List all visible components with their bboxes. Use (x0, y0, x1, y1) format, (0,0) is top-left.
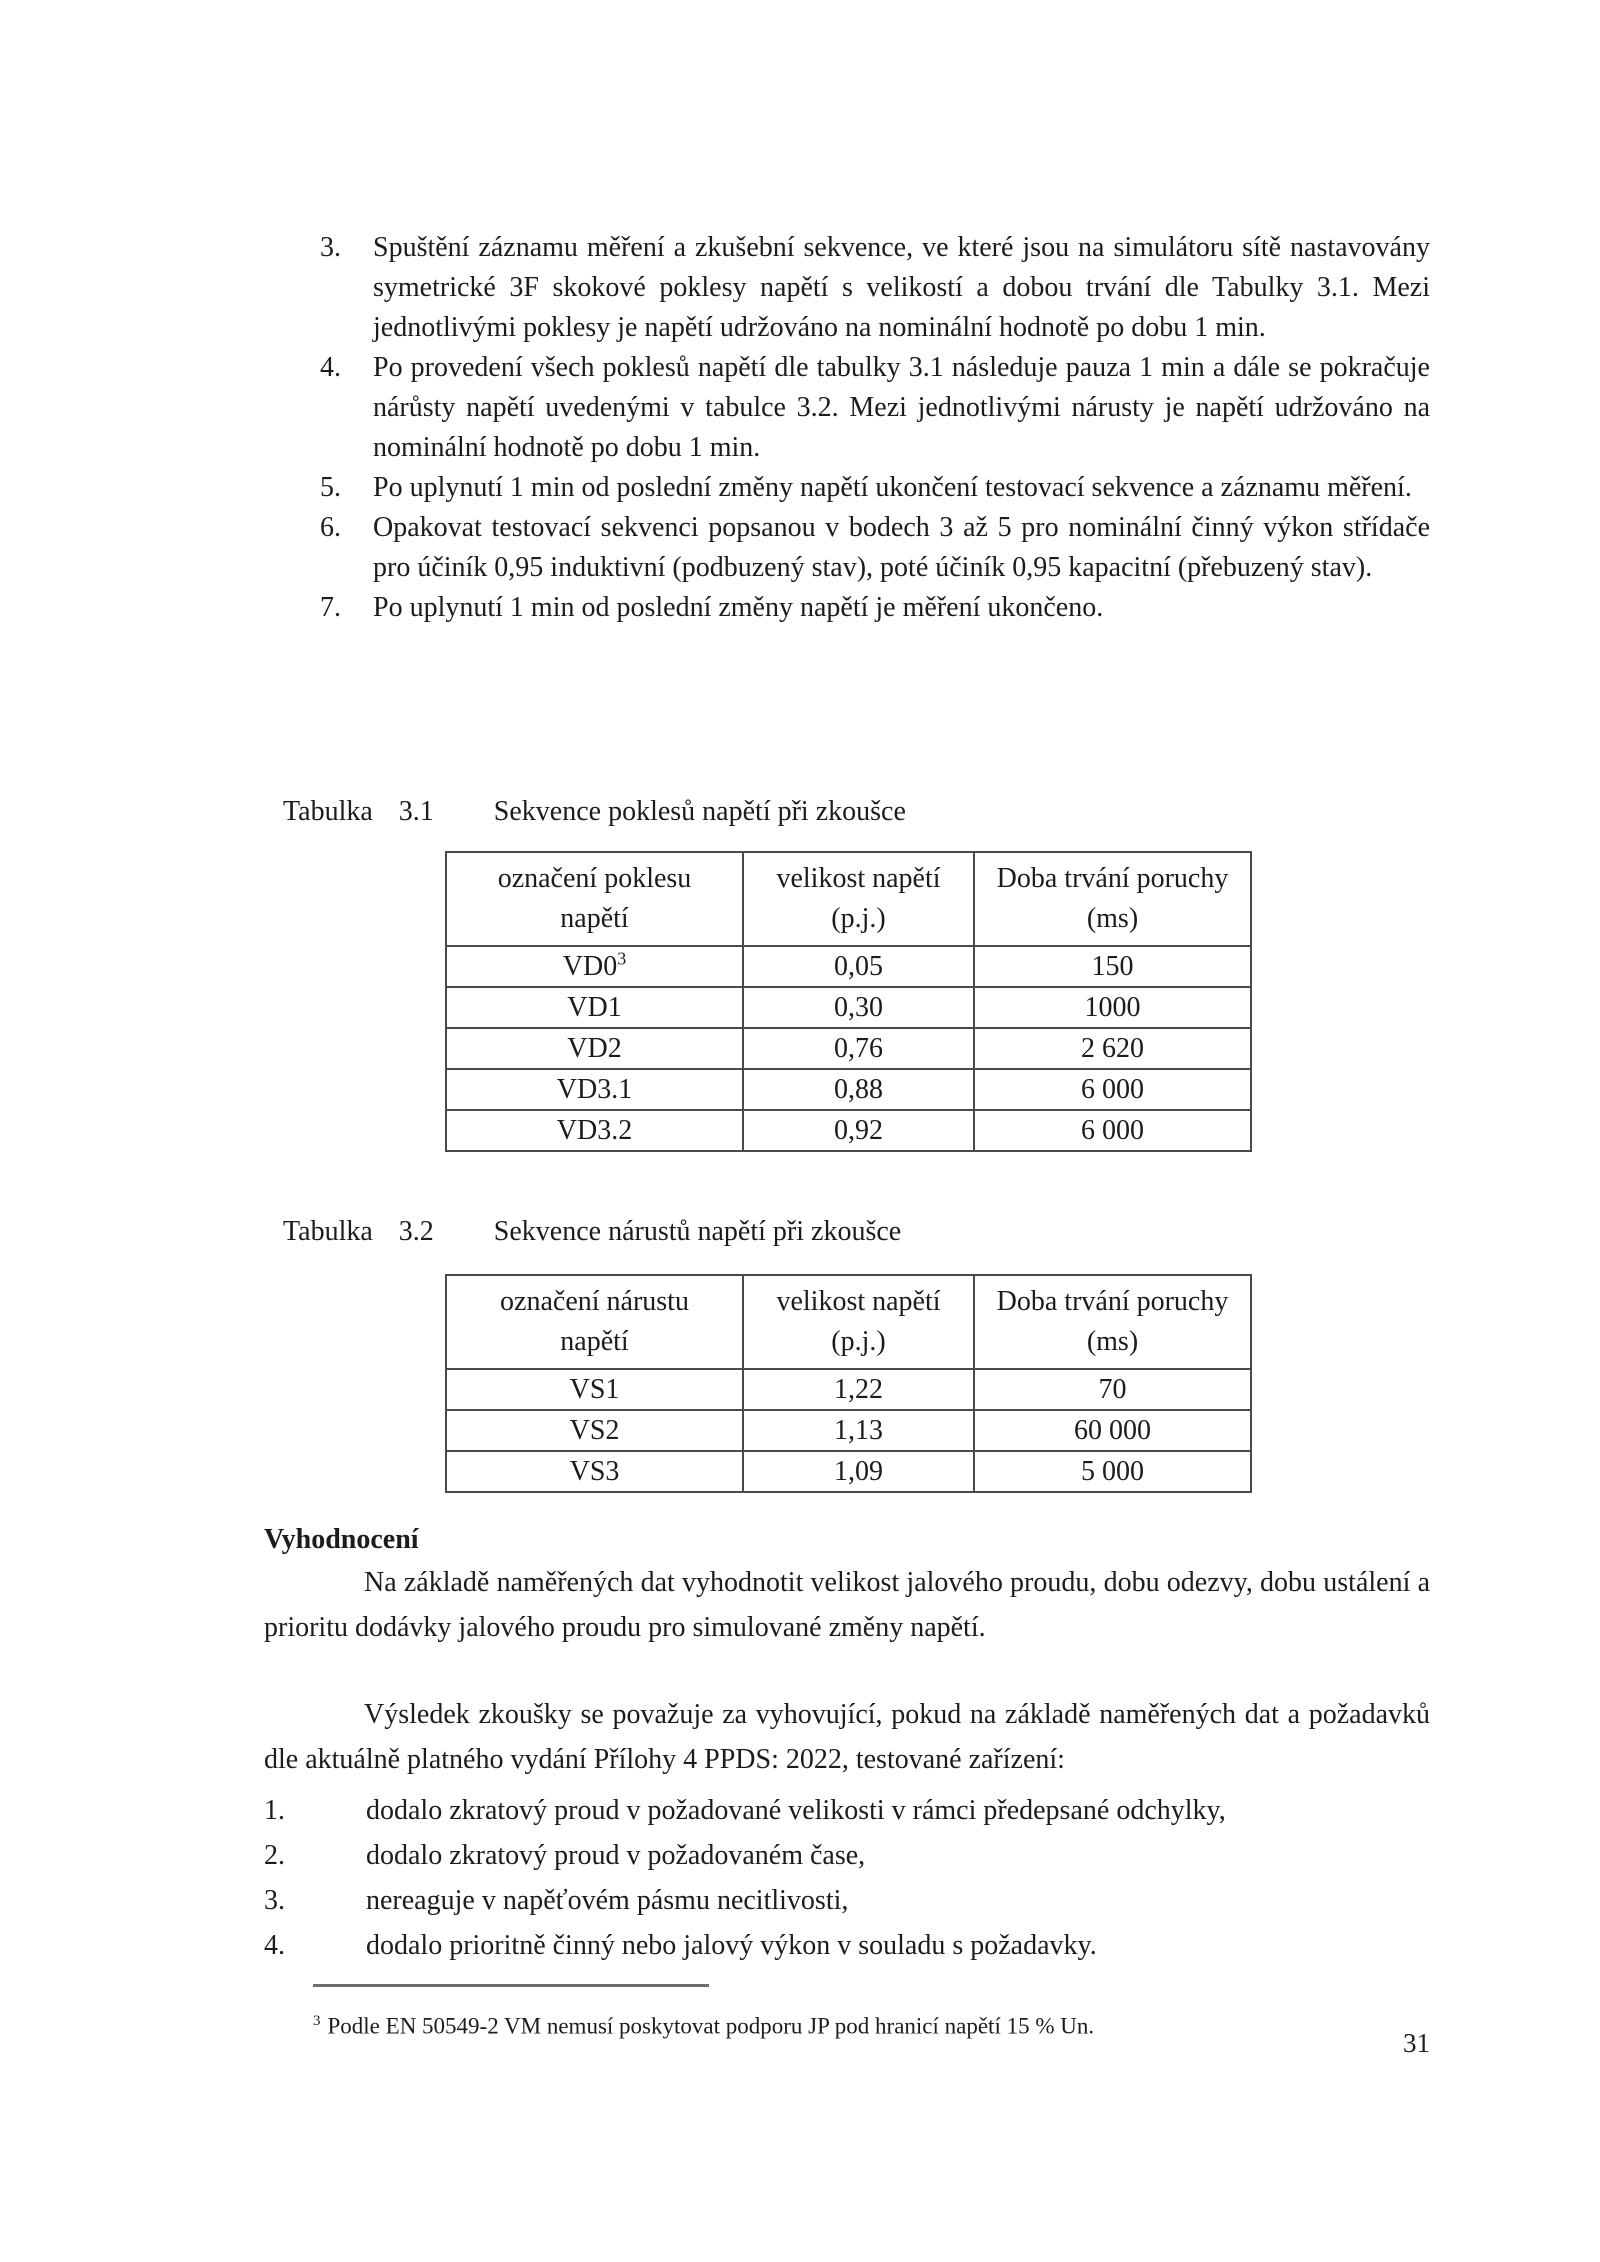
cell-voltage: 0,88 (743, 1069, 974, 1110)
cell-duration: 70 (974, 1369, 1251, 1410)
cell-voltage: 1,22 (743, 1369, 974, 1410)
page-number: 31 (1403, 2028, 1430, 2058)
list-item-text: Opakovat testovací sekvenci popsanou v bodech 3 až 5 pro nominální činný výkon střídače pro účiník 0,95 induktivní (podbuzený stav), poté účiník 0,95 kapacitní (přebuzený stav). (373, 512, 1430, 583)
caption-number: 3.2 (398, 1216, 434, 1247)
result-criteria-list (264, 1788, 1430, 1968)
list-item-number: 2. (264, 1840, 285, 1871)
header-line: Doba trvání poruchy (996, 863, 1229, 894)
list-item-text: Po provedení všech poklesů napětí dle tabulky 3.1 následuje pauza 1 min a dále se pokračuje nárůsty napětí uvedenými v tabulce 3.2. Mezi jednotlivými nárusty je napětí udržováno na nominální hodnotě po dobu 1 min. (373, 352, 1430, 463)
caption-title: Sekvence poklesů napětí při zkoušce (493, 796, 906, 827)
table-row (446, 1451, 1251, 1492)
header-cell (743, 1275, 974, 1369)
cell-voltage: 0,76 (743, 1028, 974, 1069)
cell-swell-label: VS3 (446, 1451, 743, 1492)
caption-label: Tabulka (283, 796, 373, 827)
table-header (446, 852, 1251, 946)
table-row (446, 946, 1251, 987)
header-cell (743, 852, 974, 946)
cell-dip-label (446, 946, 743, 987)
caption-label: Tabulka (283, 1216, 373, 1247)
cell-duration: 150 (974, 946, 1251, 987)
list-item-number: 6. (320, 512, 341, 543)
table-3-1 (445, 851, 1252, 1152)
header-line: (ms) (1086, 903, 1139, 934)
list-item (320, 508, 1430, 588)
header-cell (446, 1275, 743, 1369)
evaluation-paragraph: Na základě naměřených dat vyhodnotit velikost jalového proudu, dobu odezvy, dobu ustálení a prioritu dodávky jalového proudu pro simulované změny napětí. (264, 1567, 1430, 1643)
footnote-text: Podle EN 50549-2 VM nemusí poskytovat podporu JP pod hranicí napětí 15 % Un. (327, 2013, 1095, 2039)
list-item-number: 3. (264, 1885, 285, 1916)
table-3-2-caption (283, 1215, 901, 1249)
voltage-swells-table (445, 1274, 1252, 1493)
table-body (446, 1369, 1251, 1492)
caption-title: Sekvence nárustů napětí při zkoušce (493, 1216, 902, 1247)
header-line: napětí (560, 1326, 629, 1357)
voltage-dips-table (445, 851, 1252, 1152)
cell-voltage: 0,30 (743, 987, 974, 1028)
table-row (446, 1110, 1251, 1151)
footnote-reference: 3 (617, 948, 627, 969)
table-row (446, 1410, 1251, 1451)
list-item-text: dodalo zkratový proud v požadovaném čase, (366, 1840, 866, 1871)
section-heading: Vyhodnocení (264, 1524, 419, 1555)
list-item-number: 4. (264, 1930, 285, 1961)
caption-number: 3.1 (398, 796, 434, 827)
cell-duration: 2 620 (974, 1028, 1251, 1069)
list-item (264, 1878, 1430, 1923)
header-line: označení poklesu (497, 863, 692, 894)
list-item-text: dodalo zkratový proud v požadované velikosti v rámci předepsané odchylky, (366, 1795, 1226, 1826)
cell-duration: 6 000 (974, 1110, 1251, 1151)
header-line: (p.j.) (831, 1326, 886, 1357)
header-line: označení nárustu (500, 1286, 689, 1317)
header-row (446, 1275, 1251, 1369)
procedure-list (320, 228, 1430, 628)
header-line: velikost napětí (776, 863, 941, 894)
cell-dip-label: VD3.2 (446, 1110, 743, 1151)
list-item-text: Po uplynutí 1 min od poslední změny napětí ukončení testovací sekvence a záznamu měření. (373, 472, 1412, 503)
table-row (446, 1028, 1251, 1069)
cell-dip-label: VD2 (446, 1028, 743, 1069)
table-body (446, 946, 1251, 1151)
cell-voltage: 1,09 (743, 1451, 974, 1492)
list-item-number: 1. (264, 1795, 285, 1826)
cell-voltage: 0,05 (743, 946, 974, 987)
header-cell (974, 852, 1251, 946)
evaluation-paragraph: Výsledek zkoušky se považuje za vyhovující, pokud na základě naměřených dat a požadavků dle aktuálně platného vydání Přílohy 4 PPDS: 2022, testované zařízení: (264, 1699, 1430, 1775)
list-item (320, 588, 1430, 628)
cell-duration: 60 000 (974, 1410, 1251, 1451)
list-item (264, 1788, 1430, 1833)
header-line: napětí (560, 903, 629, 934)
table-header (446, 1275, 1251, 1369)
cell-voltage: 0,92 (743, 1110, 974, 1151)
cell-swell-label: VS1 (446, 1369, 743, 1410)
list-item-text: nereaguje v napěťovém pásmu necitlivosti, (366, 1885, 849, 1916)
list-item (320, 468, 1430, 508)
list-item-text: dodalo prioritně činný nebo jalový výkon v souladu s požadavky. (366, 1930, 1097, 1961)
list-item (264, 1833, 1430, 1878)
table-row (446, 1369, 1251, 1410)
cell-text: VD0 (562, 951, 618, 982)
table-3-2 (445, 1274, 1252, 1493)
list-item-text: Spuštění záznamu měření a zkušební sekvence, ve které jsou na simulátoru sítě nastavovány symetrické 3F skokové poklesy napětí s velikostí a dobou trvání dle Tabulky 3.1. Mezi jednotlivými poklesy je napětí udržováno na nominální hodnotě po dobu 1 min. (373, 232, 1430, 343)
cell-voltage: 1,13 (743, 1410, 974, 1451)
list-item-number: 7. (320, 592, 341, 623)
header-line: velikost napětí (776, 1286, 941, 1317)
list-item (264, 1923, 1430, 1968)
header-line: Doba trvání poruchy (996, 1286, 1229, 1317)
header-cell (974, 1275, 1251, 1369)
header-row (446, 852, 1251, 946)
evaluation-section (264, 1520, 1430, 1968)
header-cell (446, 852, 743, 946)
cell-duration: 1000 (974, 987, 1251, 1028)
cell-swell-label: VS2 (446, 1410, 743, 1451)
list-item-text: Po uplynutí 1 min od poslední změny napětí je měření ukončeno. (373, 592, 1104, 623)
list-item (320, 348, 1430, 468)
footnote-marker: 3 (313, 2013, 321, 2029)
cell-duration: 5 000 (974, 1451, 1251, 1492)
table-row (446, 987, 1251, 1028)
list-item-number: 5. (320, 472, 341, 503)
cell-dip-label: VD3.1 (446, 1069, 743, 1110)
header-line: (p.j.) (831, 903, 886, 934)
cell-duration: 6 000 (974, 1069, 1251, 1110)
list-item-number: 3. (320, 232, 341, 263)
list-item-number: 4. (320, 352, 341, 383)
table-3-1-caption (283, 795, 906, 829)
header-line: (ms) (1086, 1326, 1139, 1357)
table-row (446, 1069, 1251, 1110)
cell-dip-label: VD1 (446, 987, 743, 1028)
footnote-separator (313, 1984, 709, 1987)
list-item (320, 228, 1430, 348)
